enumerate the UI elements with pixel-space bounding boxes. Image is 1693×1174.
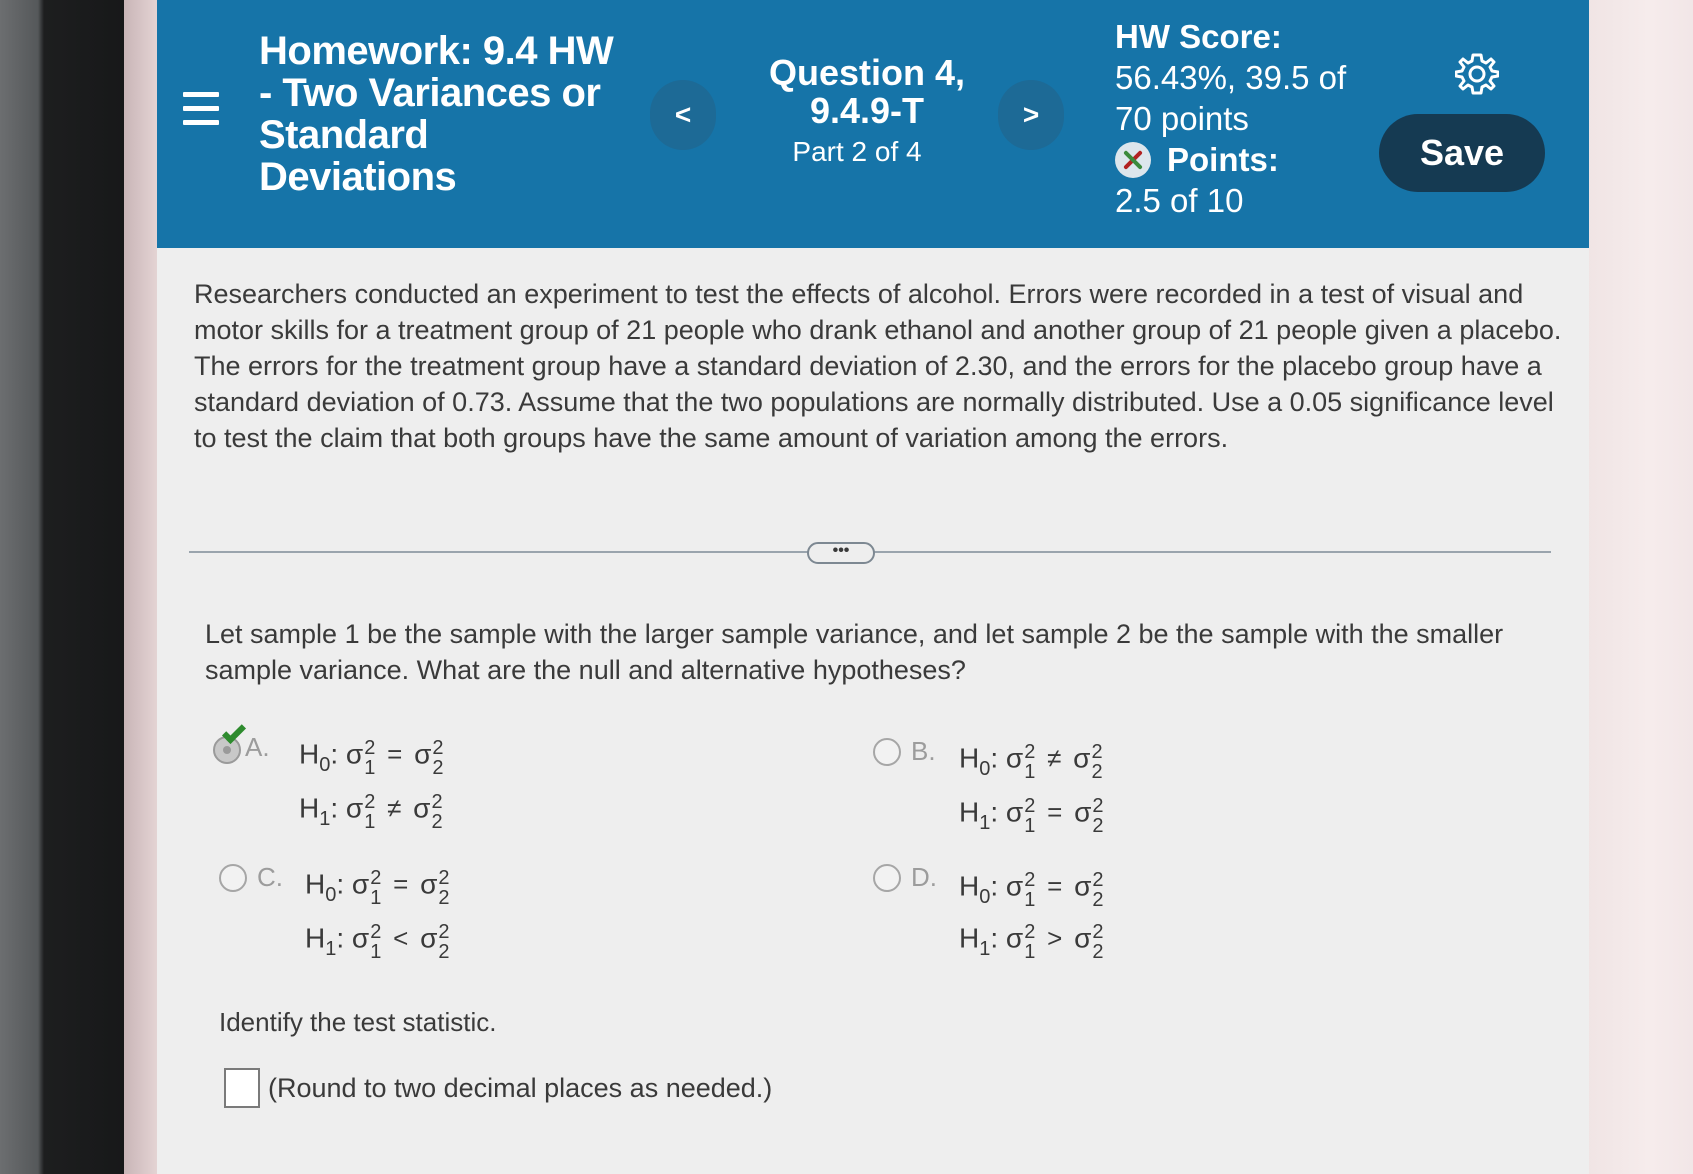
option-d-letter: D. bbox=[911, 862, 937, 892]
option-d-radio[interactable] bbox=[873, 864, 901, 892]
homework-title: Homework: 9.4 HW - Two Variances or Standard Deviations bbox=[259, 29, 614, 199]
question-title: Question 4, 9.4.9-T bbox=[768, 52, 966, 131]
problem-statement: Researchers conducted an experiment to test the effects of alcohol. Errors were recorded in a test of visual and motor skills for a treatment group of 21 people who drank ethanol and another group of 21 people given a placebo. The errors for the treatment group have a standard deviation of 2.30, and the errors for the placebo group have a standard deviation of 0.73. Assume that the two populations are normally distributed. Use a 0.05 significance level to test the claim that both groups have the same amount of variation among the errors. bbox=[194, 279, 1562, 453]
homework-header bbox=[157, 0, 1589, 248]
previous-question-button[interactable] bbox=[650, 80, 716, 150]
question-part: Part 2 of 4 bbox=[792, 136, 922, 167]
photo-background-right bbox=[1585, 0, 1693, 1174]
chevron-right-icon: > bbox=[1022, 99, 1040, 130]
points-line bbox=[1115, 139, 1385, 180]
option-c-radio[interactable] bbox=[219, 864, 247, 892]
option-b-radio[interactable] bbox=[873, 738, 901, 766]
test-statistic-input[interactable] bbox=[224, 1068, 260, 1108]
save-button[interactable]: Save bbox=[1379, 114, 1545, 192]
photo-background-left bbox=[124, 0, 160, 1174]
score-block bbox=[1115, 16, 1385, 221]
rounding-hint: (Round to two decimal places as needed.) bbox=[268, 1073, 773, 1103]
option-a-letter: A. bbox=[245, 732, 270, 762]
hw-score-value: 56.43%, 39.5 of 70 points bbox=[1115, 59, 1347, 137]
option-b-null-hypothesis: $H_0$: σ 2 1 ≠ σ 2 2 bbox=[959, 741, 1103, 783]
question-prompt: Let sample 1 be the sample with the larger sample variance, and let sample 2 be the sample with the smaller sample variance. What are the null and alternative hypotheses? bbox=[205, 619, 1504, 685]
question-info bbox=[742, 54, 992, 174]
option-c-alt-hypothesis: $H_1$: σ 2 1 < σ 2 2 bbox=[305, 921, 450, 963]
hw-score-label: HW Score: bbox=[1115, 18, 1282, 55]
option-b-letter: B. bbox=[911, 736, 936, 766]
expand-more-button[interactable]: ••• bbox=[807, 542, 875, 564]
identify-test-statistic-prompt: Identify the test statistic. bbox=[219, 1007, 497, 1037]
next-question-button[interactable] bbox=[998, 80, 1064, 150]
option-d-null-hypothesis: $H_0$: σ 2 1 = σ 2 2 bbox=[959, 869, 1104, 911]
option-c-null-hypothesis: $H_0$: σ 2 1 = σ 2 2 bbox=[305, 867, 450, 909]
gear-icon[interactable] bbox=[1455, 52, 1499, 96]
hamburger-menu-icon[interactable] bbox=[183, 92, 219, 126]
browser-screen bbox=[157, 0, 1589, 1174]
partial-credit-icon bbox=[1115, 142, 1151, 178]
option-a-alt-hypothesis: $H_1$: σ 2 1 ≠ σ 2 2 bbox=[299, 791, 443, 833]
option-b-alt-hypothesis: $H_1$: σ 2 1 = σ 2 2 bbox=[959, 795, 1104, 837]
points-value: 2.5 of 10 bbox=[1115, 182, 1244, 219]
option-c-letter: C. bbox=[257, 862, 283, 892]
option-d-alt-hypothesis: $H_1$: σ 2 1 > σ 2 2 bbox=[959, 921, 1104, 963]
chevron-left-icon: < bbox=[674, 99, 692, 130]
option-a-null-hypothesis: $H_0$: σ 2 1 = σ 2 2 bbox=[299, 737, 444, 779]
points-label: Points: bbox=[1167, 141, 1279, 178]
